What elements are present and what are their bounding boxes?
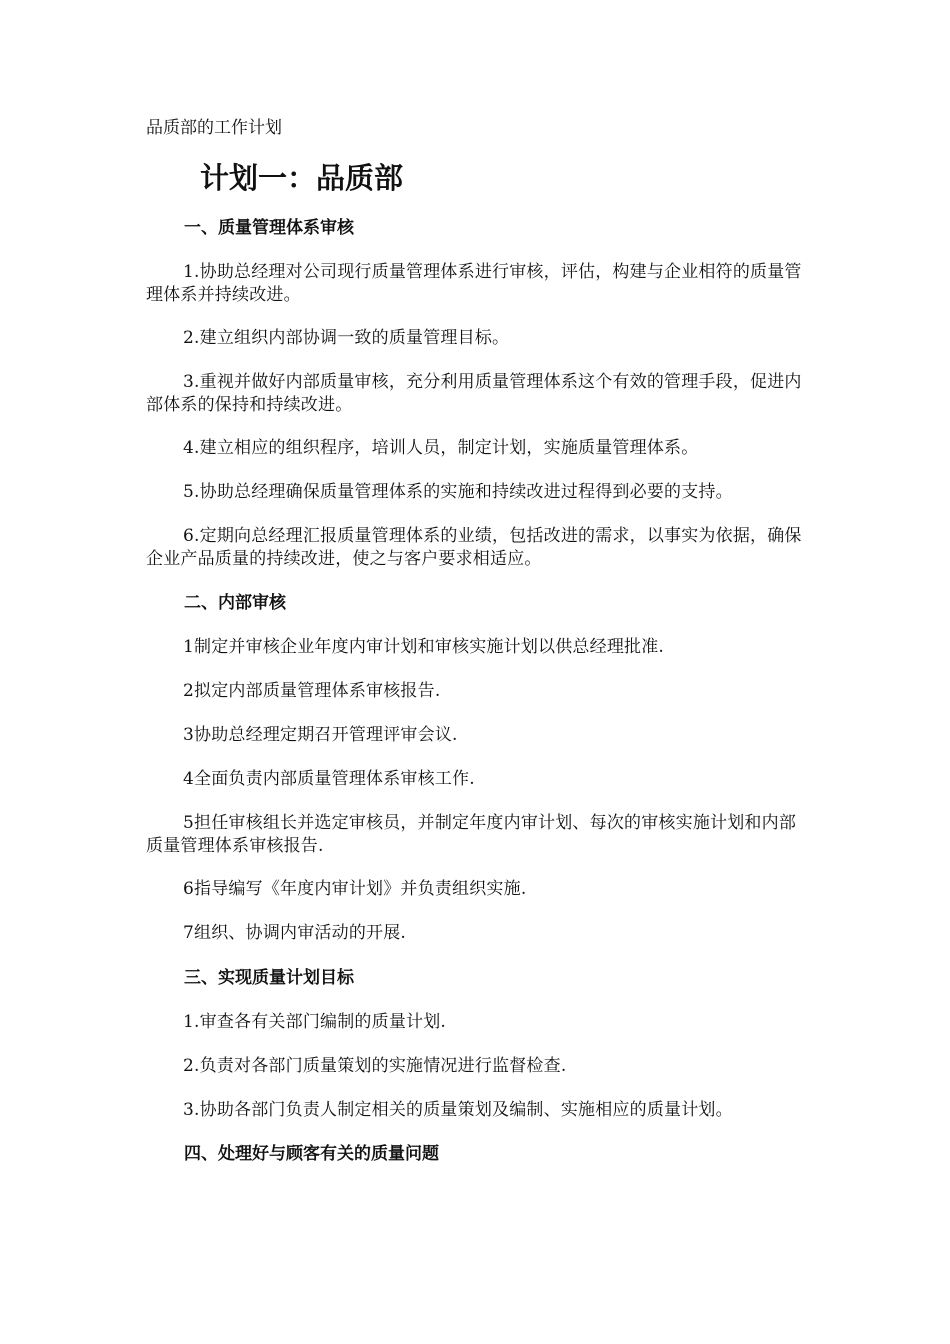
- section-1-item-4: 4.建立相应的组织程序，培训人员，制定计划，实施质量管理体系。: [183, 438, 699, 458]
- section-1-item-2: 2.建立组织内部协调一致的质量管理目标。: [183, 328, 510, 348]
- section-3-item-1: 1.审查各有关部门编制的质量计划.: [183, 1012, 447, 1032]
- section-heading-4: 四、处理好与顾客有关的质量问题: [184, 1144, 439, 1164]
- section-1-item-5: 5.协助总经理确保质量管理体系的实施和持续改进过程得到必要的支持。: [183, 482, 733, 502]
- document-title: 品质部的工作计划: [146, 118, 282, 138]
- section-1-item-3: 3.重视并做好内部质量审核，充分利用质量管理体系这个有效的管理手段，促进内部体系的保持和持续改进。: [146, 372, 802, 415]
- section-2-item-5: 5担任审核组长并选定审核员，并制定年度内审计划、每次的审核实施计划和内部质量管理体系审核报告.: [146, 813, 797, 856]
- section-1-item-1: 1.协助总经理对公司现行质量管理体系进行审核，评估，构建与企业相符的质量管理体系并持续改进。: [146, 262, 802, 305]
- section-heading-2: 二、内部审核: [184, 593, 286, 613]
- section-2-item-7: 7组织、协调内审活动的开展.: [183, 923, 407, 943]
- section-1-item-6: 6.定期向总经理汇报质量管理体系的业绩，包括改进的需求，以事实为依据，确保企业产品质量的持续改进，使之与客户要求相适应。: [146, 526, 802, 569]
- section-heading-1: 一、质量管理体系审核: [184, 218, 354, 238]
- section-heading-3: 三、实现质量计划目标: [184, 968, 354, 988]
- section-2-item-6: 6指导编写《年度内审计划》并负责组织实施.: [183, 879, 527, 899]
- section-2-item-3: 3协助总经理定期召开管理评审会议.: [183, 725, 458, 745]
- main-heading: 计划一：品质部: [200, 161, 404, 195]
- section-2-item-4: 4全面负责内部质量管理体系审核工作.: [183, 769, 475, 789]
- section-3-item-3: 3.协助各部门负责人制定相关的质量策划及编制、实施相应的质量计划。: [183, 1100, 733, 1120]
- section-2-item-2: 2拟定内部质量管理体系审核报告.: [183, 681, 441, 701]
- section-2-item-1: 1制定并审核企业年度内审计划和审核实施计划以供总经理批准.: [183, 637, 665, 657]
- section-3-item-2: 2.负责对各部门质量策划的实施情况进行监督检查.: [183, 1056, 567, 1076]
